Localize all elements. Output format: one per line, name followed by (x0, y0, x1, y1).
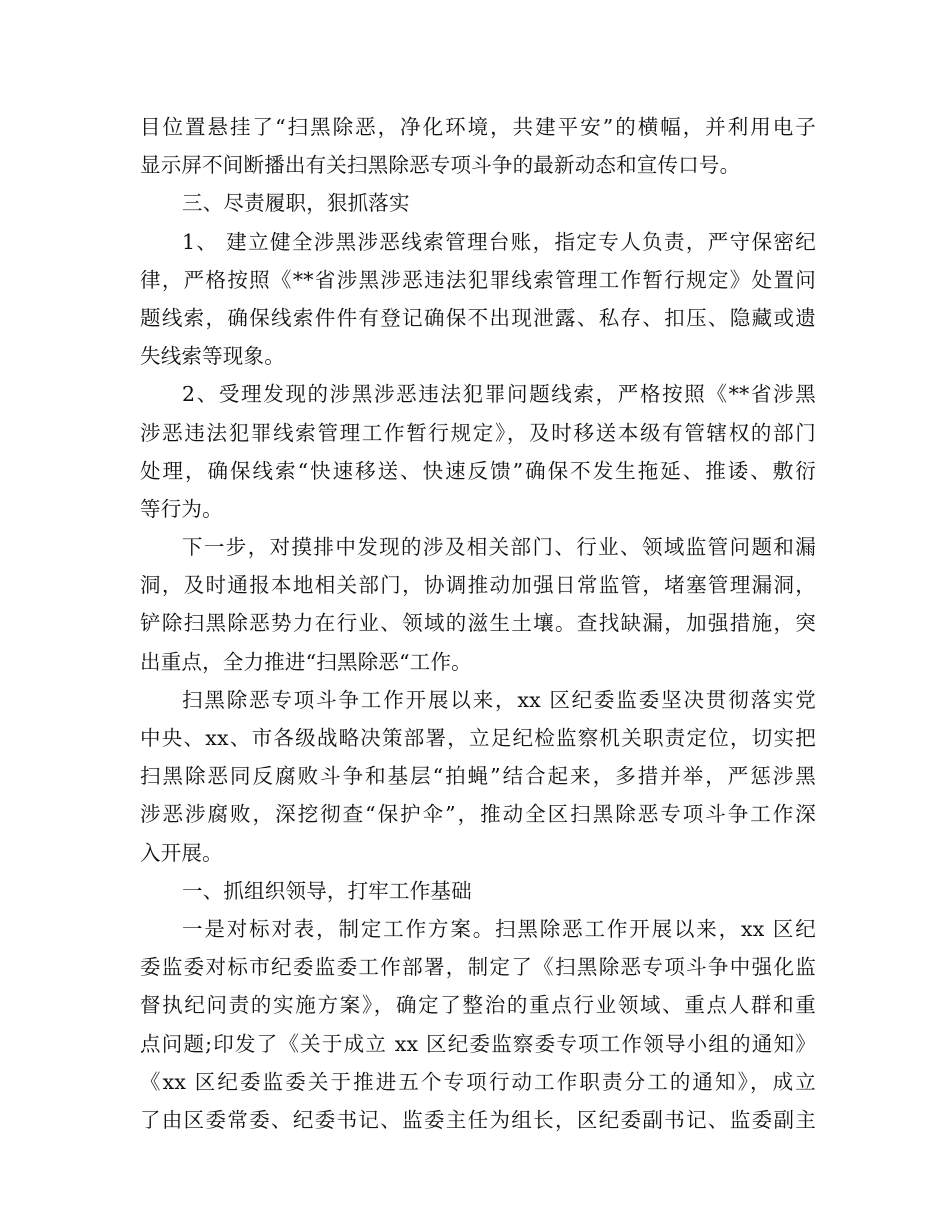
body-line: 出重点，全力推进“扫黑除恶“工作。 (140, 649, 472, 674)
body-line: 涉恶违法犯罪线索管理工作暂行规定》，及时移送本级有管辖权的部门 (140, 420, 816, 445)
body-line: 扫黑除恶专项斗争工作开展以来，xx 区纪委监委坚决贯彻落实党 (182, 687, 816, 712)
body-line: 失线索等现象。 (140, 344, 285, 369)
body-line: 了由区委常委、纪委书记、监委主任为组长，区纪委副书记、监委副主 (140, 1107, 816, 1132)
body-line: 显示屏不间断播出有关扫黑除恶专项斗争的最新动态和宣传口号。 (140, 153, 741, 178)
body-line: 铲除扫黑除恶势力在行业、领域的滋生土壤。查找缺漏，加强措施，突 (140, 611, 816, 636)
section-heading: 三、尽责履职，狠抓落实 (182, 191, 410, 216)
body-line: 洞，及时通报本地相关部门，协调推动加强日常监管，堵塞管理漏洞， (140, 573, 816, 598)
body-line: 处理，确保线索“快速移送、快速反馈”确保不发生拖延、推诿、敷衍 (140, 458, 816, 483)
body-line: 涉恶涉腐败，深挖彻查“保护伞”，推动全区扫黑除恶专项斗争工作深 (140, 802, 816, 827)
body-line: 题线索，确保线索件件有登记确保不出现泄露、私存、扣压、隐藏或遗 (140, 305, 816, 330)
body-line: 督执纪问责的实施方案》，确定了整治的重点行业领域、重点人群和重 (140, 993, 816, 1018)
body-line: 中央、xx、市各级战略决策部署，立足纪检监察机关职责定位，切实把 (140, 726, 816, 750)
body-line: 目位置悬挂了“扫黑除恶，净化环境，共建平安”的横幅，并利用电子 (140, 115, 816, 139)
body-line: 《xx 区纪委监委关于推进五个专项行动工作职责分工的通知》，成立 (140, 1069, 816, 1094)
body-line: 点问题;印发了《关于成立 xx 区纪委监察委专项工作领导小组的通知》 (140, 1031, 816, 1056)
body-line: 等行为。 (140, 496, 223, 521)
body-line: 下一步，对摸排中发现的涉及相关部门、行业、领域监管问题和漏 (182, 535, 816, 560)
body-line: 1、 建立健全涉黑涉恶线索管理台账，指定专人负责，严守保密纪 (182, 229, 816, 254)
body-line: 入开展。 (140, 840, 223, 865)
section-heading: 一、抓组织领导，打牢工作基础 (182, 878, 472, 903)
body-line: 委监委对标市纪委监委工作部署，制定了《扫黑除恶专项斗争中强化监 (140, 955, 816, 980)
body-line: 一是对标对表，制定工作方案。扫黑除恶工作开展以来，xx 区纪 (182, 916, 816, 941)
body-line: 扫黑除恶同反腐败斗争和基层“拍蝇”结合起来，多措并举，严惩涉黑 (140, 764, 816, 789)
document-body (140, 108, 816, 1139)
body-line: 2、受理发现的涉黑涉恶违法犯罪问题线索，严格按照《**省涉黑 (182, 382, 816, 407)
body-line: 律，严格按照《**省涉黑涉恶违法犯罪线索管理工作暂行规定》处置问 (140, 267, 816, 292)
